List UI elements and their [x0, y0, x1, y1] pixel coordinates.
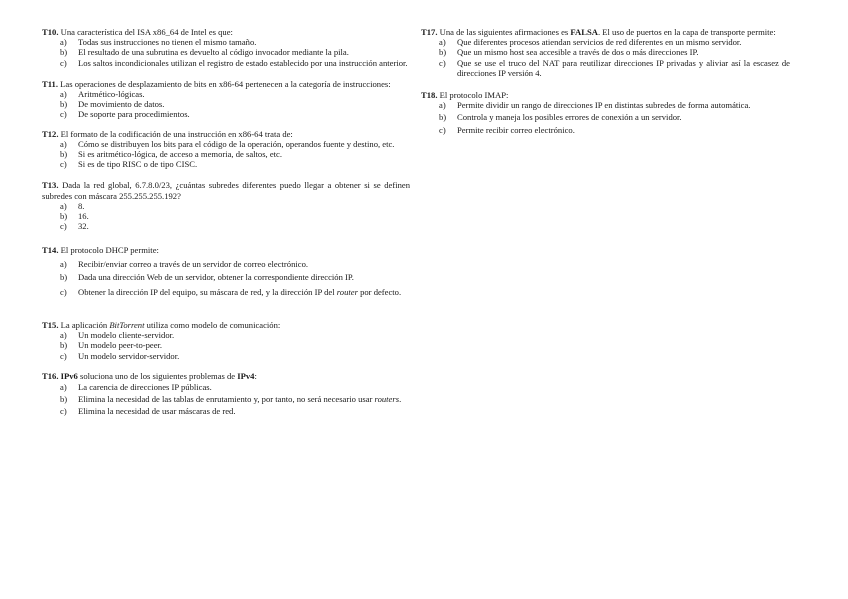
option-italic-term: router — [336, 287, 358, 298]
question-number: T17. — [421, 27, 438, 37]
question-stem — [42, 371, 410, 381]
option-letter: a) — [60, 382, 67, 393]
option-text: De movimiento de datos. — [78, 99, 165, 110]
option-letter: c) — [439, 124, 446, 135]
question-italic-term: BitTorrent — [109, 320, 145, 331]
option-text: Cómo se distribuyen los bits para el código de la operación, operandos fuente y destino, etc. — [78, 138, 395, 149]
option-text: Que un mismo host sea accesible a través de dos o más direcciones IP. — [457, 47, 699, 58]
question-t16 — [42, 371, 410, 417]
option-b — [42, 394, 410, 404]
question-t14 — [42, 245, 410, 299]
question-number: T11. — [42, 78, 58, 89]
question-bold-term: IPv4 — [237, 370, 255, 381]
option-text: Elimina la necesidad de las tablas de enrutamiento y, por tanto, no será necesario usar — [78, 394, 373, 405]
question-number: T12. — [42, 128, 59, 139]
question-number: T13. — [42, 180, 59, 191]
option-letter: b) — [439, 112, 447, 123]
option-text: Permite recibir correo electrónico. — [457, 124, 575, 135]
option-text: Si es de tipo RISC o de tipo CISC. — [78, 159, 198, 170]
option-letter: c) — [60, 406, 67, 417]
question-number: T10. — [42, 27, 59, 37]
option-b — [42, 99, 410, 109]
question-text: La aplicación — [60, 320, 110, 331]
options-list — [42, 139, 410, 170]
option-letter: a) — [60, 89, 67, 100]
option-text: Un modelo peer-to-peer. — [78, 340, 163, 351]
option-letter: c) — [60, 159, 67, 170]
option-b — [42, 272, 410, 282]
option-letter: c) — [60, 287, 67, 298]
question-stem — [42, 245, 410, 255]
option-letter: a) — [439, 37, 446, 48]
option-text-suffix: por defecto. — [357, 287, 402, 298]
option-letter: b) — [60, 211, 68, 222]
question-t18 — [421, 90, 790, 135]
options-list — [42, 259, 410, 299]
question-text-suffix: utiliza como modelo de comunicación: — [144, 320, 281, 331]
option-italic-term: routers — [374, 394, 400, 405]
option-letter: b) — [60, 394, 68, 405]
option-c — [42, 286, 410, 299]
question-text: Una de las siguientes afirmaciones es — [439, 27, 571, 37]
option-text: Un modelo cliente-servidor. — [78, 330, 175, 341]
options-list — [42, 201, 410, 232]
option-letter: a) — [60, 37, 67, 48]
option-text: De soporte para procedimientos. — [78, 109, 190, 120]
question-text: Dada la red global, 6.7.8.0/23, ¿cuántas subredes diferentes puedo llegar a obtener si se definen subredes con máscara 255.255.255.192? — [42, 180, 410, 201]
question-stem — [42, 180, 410, 200]
option-text-suffix: . — [399, 394, 402, 405]
option-text: Dada una dirección Web de un servidor, obtener la correspondiente dirección IP. — [78, 272, 354, 283]
option-text: Que diferentes procesos atiendan servicios de red diferentes en un mismo servidor. — [457, 37, 742, 48]
option-a — [42, 330, 410, 340]
question-stem — [42, 27, 410, 37]
option-text: Todas sus instrucciones no tienen el mismo tamaño. — [78, 37, 257, 48]
option-b — [421, 112, 790, 122]
question-text: El protocolo DHCP permite: — [60, 245, 159, 256]
option-a — [421, 100, 790, 110]
option-letter: b) — [439, 47, 447, 58]
option-text: Permite dividir un rango de direcciones IP en distintas subredes de forma automática. — [457, 100, 751, 111]
option-b — [42, 149, 410, 159]
option-letter: a) — [60, 330, 67, 341]
option-c — [42, 406, 410, 416]
option-letter: b) — [60, 47, 68, 58]
question-number: T14. — [42, 245, 59, 256]
option-text: Obtener la dirección IP del equipo, su máscara de red, y la dirección IP del — [78, 287, 335, 298]
option-a — [42, 201, 410, 211]
option-text: Aritmético-lógicas. — [78, 89, 145, 100]
options-list — [42, 89, 410, 120]
option-text: La carencia de direcciones IP públicas. — [78, 382, 212, 393]
question-text: Las operaciones de desplazamiento de bits en x86-64 pertenecen a la categoría de instrucciones: — [60, 78, 391, 89]
option-a — [42, 139, 410, 149]
question-text-suffix: . El uso de puertos en la capa de transporte permite: — [597, 27, 776, 37]
option-letter: c) — [60, 221, 67, 232]
question-number: T16. — [42, 370, 59, 381]
question-text: El protocolo IMAP: — [439, 90, 509, 101]
option-letter: c) — [60, 57, 67, 68]
option-c — [421, 125, 790, 135]
question-stem — [42, 79, 410, 89]
option-text: Los saltos incondicionales utilizan el registro de estado establecido por una instrucción anterior. — [78, 57, 408, 68]
option-text: El resultado de una subrutina es devuelto al código invocador mediante la pila. — [78, 47, 349, 58]
option-b — [421, 47, 790, 57]
question-stem — [42, 129, 410, 139]
option-text: 32. — [78, 221, 89, 232]
option-c — [421, 58, 790, 78]
option-text: 16. — [78, 211, 89, 222]
option-c — [42, 58, 410, 68]
option-letter: a) — [60, 200, 67, 211]
question-t15 — [42, 320, 410, 361]
options-list — [42, 37, 410, 68]
question-t17 — [421, 27, 790, 78]
question-number: T15. — [42, 320, 59, 331]
option-text: Si es aritmético-lógica, de acceso a memoria, de saltos, etc. — [78, 149, 283, 160]
question-text: Una característica del ISA x86_64 de Intel es que: — [60, 27, 233, 37]
question-bold-term: IPv6 — [60, 370, 78, 381]
option-letter: c) — [60, 109, 67, 120]
option-c — [42, 159, 410, 169]
option-text: Controla y maneja los posibles errores de conexión a un servidor. — [457, 112, 682, 123]
option-letter: b) — [60, 149, 68, 160]
question-t13 — [42, 180, 410, 231]
question-stem — [421, 90, 790, 100]
question-stem — [421, 27, 790, 37]
question-number: T18. — [421, 90, 438, 101]
option-b — [42, 340, 410, 350]
question-bold-term: FALSA — [570, 27, 598, 37]
question-text-suffix: : — [254, 370, 257, 381]
option-a — [42, 382, 410, 392]
option-letter: c) — [439, 57, 446, 68]
option-letter: c) — [60, 350, 67, 361]
question-t11 — [42, 79, 410, 120]
option-letter: a) — [439, 100, 446, 111]
question-text: soluciona uno de los siguientes problemas de — [77, 370, 238, 381]
options-list — [42, 382, 410, 417]
option-a — [421, 37, 790, 47]
option-b — [42, 211, 410, 221]
option-letter: a) — [60, 258, 67, 269]
question-t12 — [42, 129, 410, 170]
option-text: Elimina la necesidad de usar máscaras de red. — [78, 406, 236, 417]
right-column — [421, 27, 790, 135]
question-stem — [42, 320, 410, 330]
option-text: 8. — [78, 200, 85, 211]
left-column — [42, 27, 410, 417]
option-c — [42, 351, 410, 361]
question-t10 — [42, 27, 410, 68]
option-letter: a) — [60, 138, 67, 149]
option-b — [42, 47, 410, 57]
option-text: Recibir/enviar correo a través de un servidor de correo electrónico. — [78, 258, 309, 269]
option-a — [42, 259, 410, 269]
option-letter: b) — [60, 340, 68, 351]
option-text: Un modelo servidor-servidor. — [78, 350, 180, 361]
option-a — [42, 37, 410, 47]
option-letter: b) — [60, 272, 68, 283]
options-list — [421, 37, 790, 78]
option-text: Que se use el truco del NAT para reutilizar direcciones IP privadas y aliviar así la escasez de direcciones IP versión 4. — [457, 57, 790, 78]
option-letter: b) — [60, 99, 68, 110]
option-a — [42, 89, 410, 99]
question-text: El formato de la codificación de una instrucción en x86-64 trata de: — [60, 128, 293, 139]
option-c — [42, 109, 410, 119]
options-list — [421, 100, 790, 135]
options-list — [42, 330, 410, 361]
option-c — [42, 221, 410, 231]
